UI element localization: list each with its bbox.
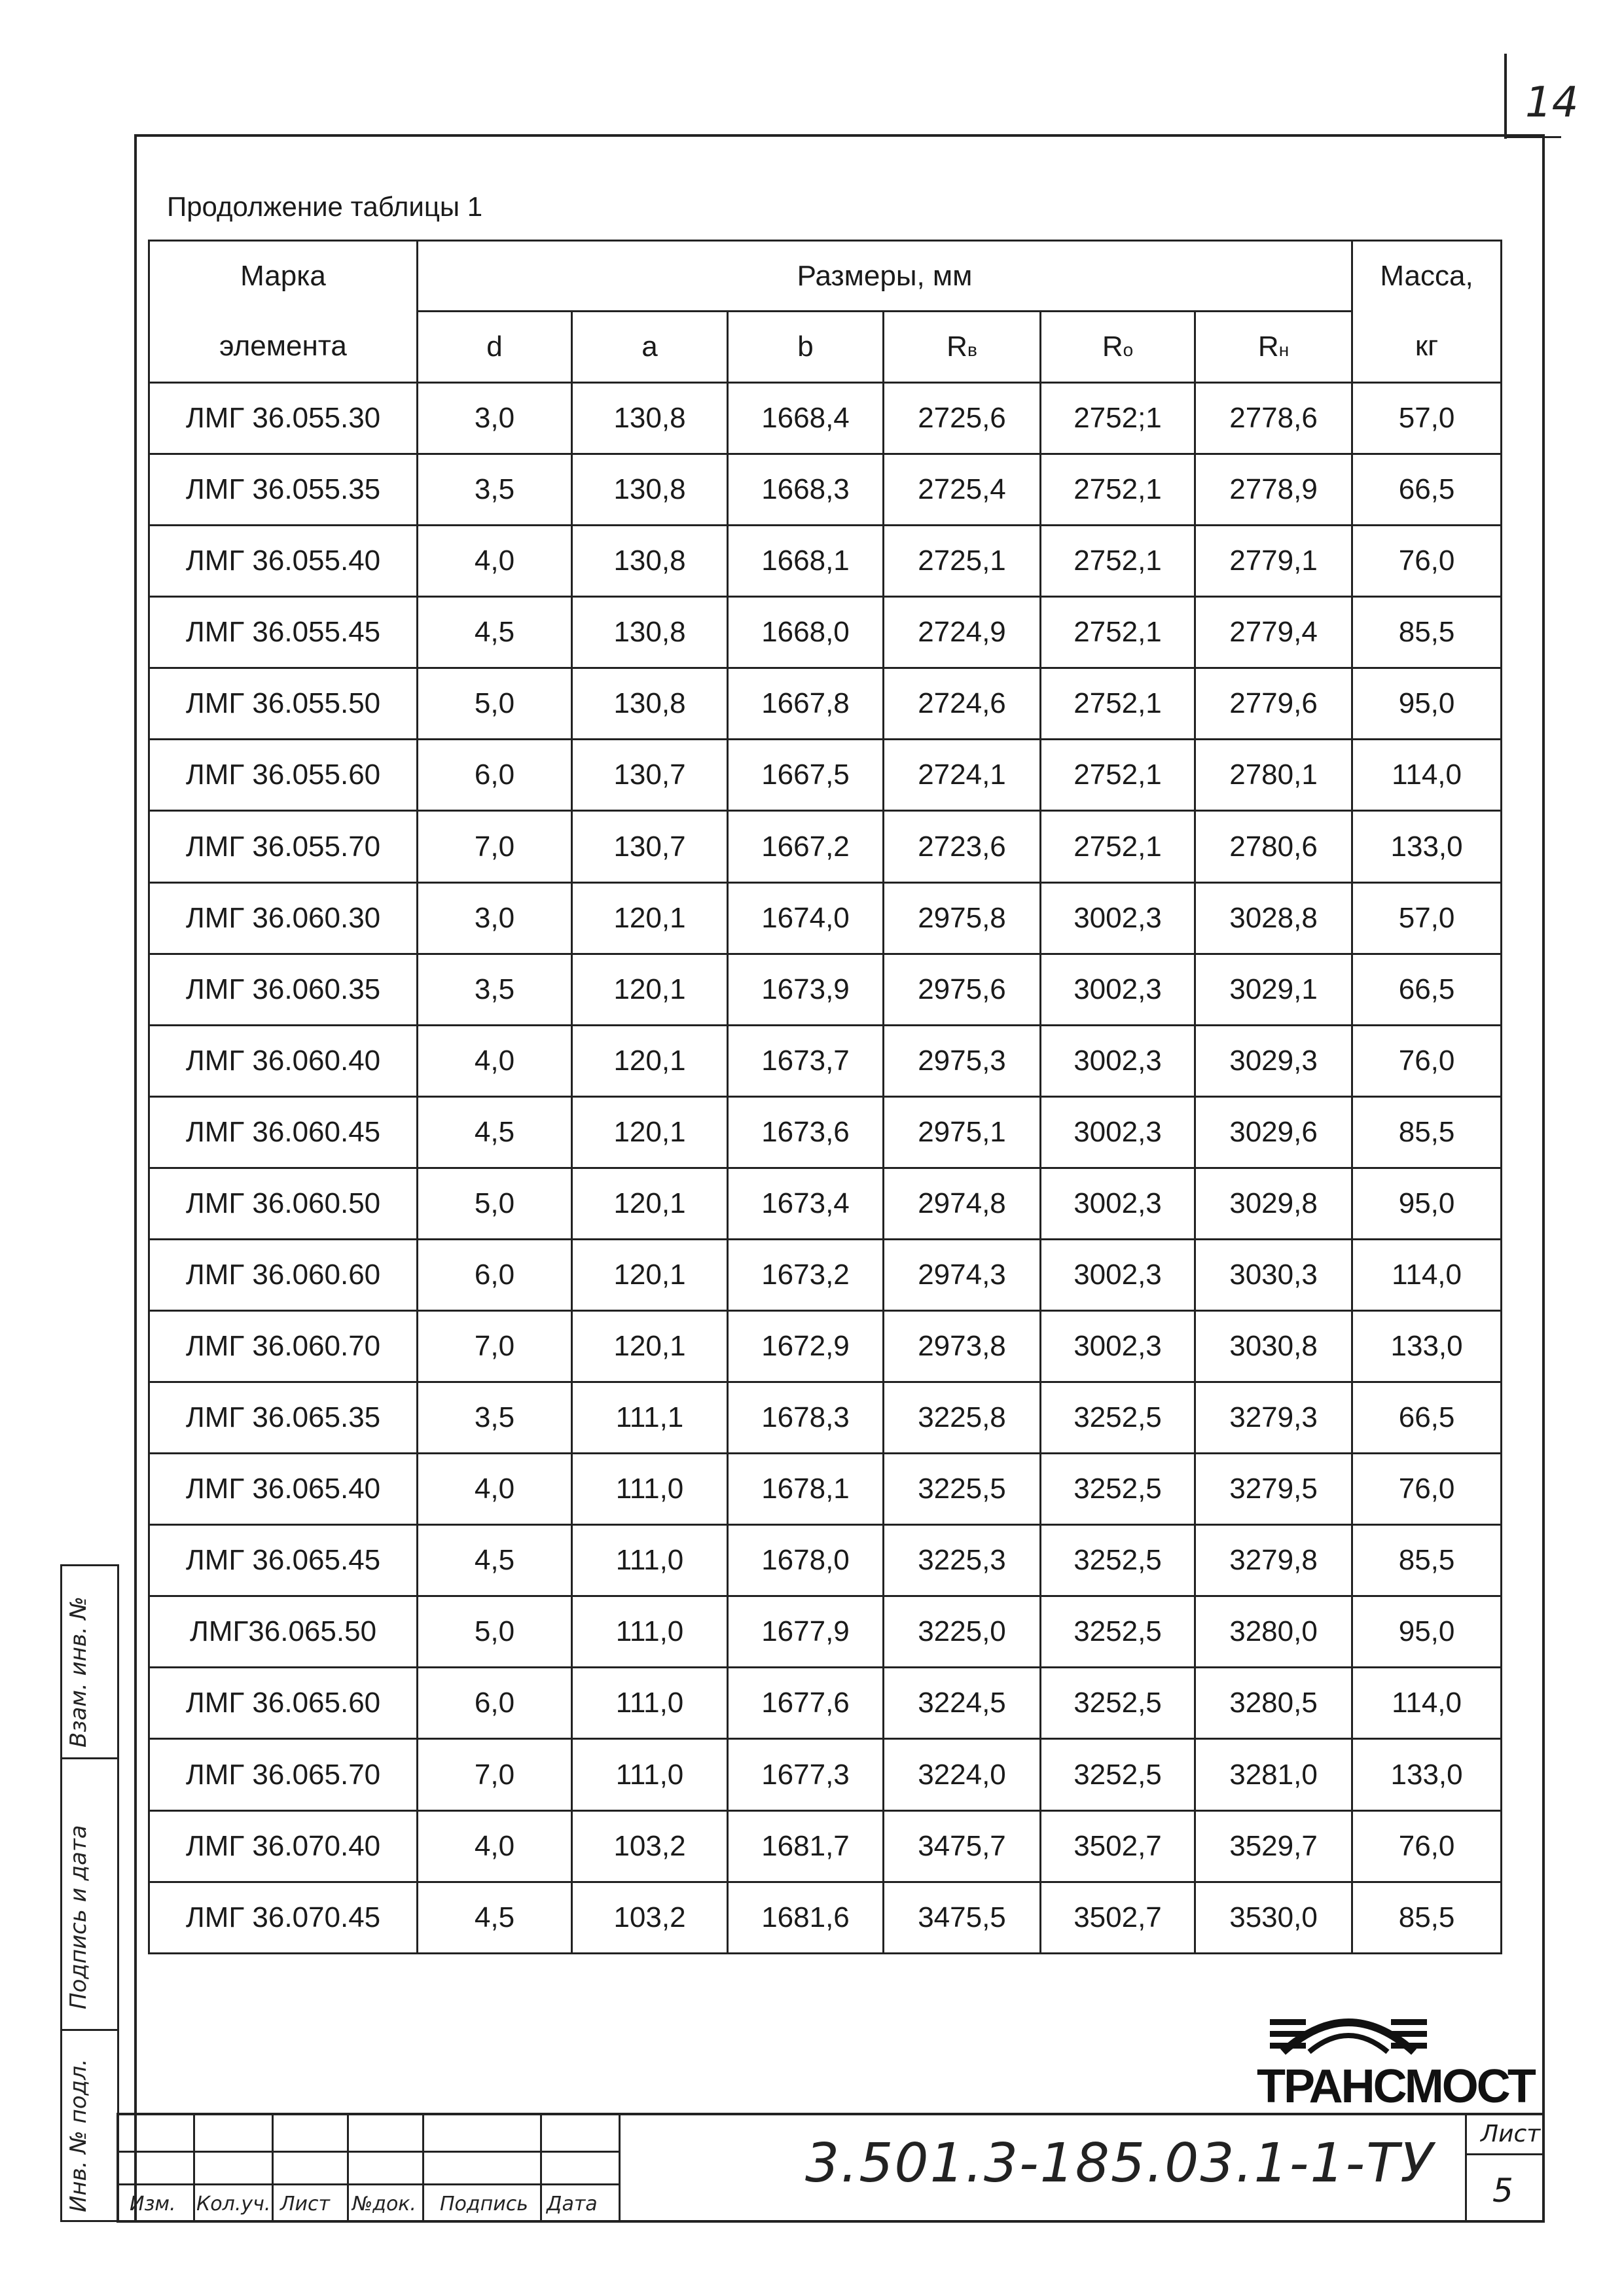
cell-mark: ЛМГ 36.055.45 [149,597,418,668]
cell-ro: 3002,3 [1041,1311,1195,1382]
cell-d: 4,0 [418,1454,572,1525]
cell-mass: 85,5 [1352,1525,1502,1596]
cell-d: 7,0 [418,1311,572,1382]
cell-mass: 95,0 [1352,668,1502,740]
cell-ro: 2752,1 [1041,668,1195,740]
cell-ro: 3502,7 [1041,1882,1195,1953]
header-mark-top: Марка [149,241,418,312]
cell-rv: 3225,0 [884,1596,1041,1668]
cell-ro: 2752,1 [1041,740,1195,811]
cell-b: 1668,0 [728,597,884,668]
cell-mark: ЛМГ 36.060.70 [149,1311,418,1382]
vzam-inv-label: Взам. инв. № [65,1596,92,1748]
table-row [149,1739,1502,1810]
cell-rn: 3281,0 [1195,1739,1352,1810]
table-row [149,1025,1502,1096]
cell-d: 7,0 [418,811,572,882]
table-row [149,1525,1502,1596]
header-rn-letter: R [1257,331,1279,363]
header-rn-sub: н [1278,340,1290,360]
cell-rn: 3030,8 [1195,1311,1352,1382]
cell-b: 1673,9 [728,954,884,1025]
cell-ro: 3252,5 [1041,1668,1195,1739]
cell-b: 1668,3 [728,454,884,526]
cell-rn: 3029,1 [1195,954,1352,1025]
cell-rn: 3029,8 [1195,1168,1352,1239]
cell-mark: ЛМГ 36.065.40 [149,1454,418,1525]
cell-d: 3,5 [418,1382,572,1454]
document-code: 3.501.3-185.03.1-1-ТУ [805,2132,1435,2195]
cell-a: 120,1 [572,1096,728,1168]
cell-mass: 133,0 [1352,811,1502,882]
cell-b: 1681,6 [728,1882,884,1953]
cell-d: 3,0 [418,882,572,954]
cell-rv: 2723,6 [884,811,1041,882]
cell-mark: ЛМГ 36.065.70 [149,1739,418,1810]
table-row [149,811,1502,882]
cell-mark: ЛМГ 36.070.45 [149,1882,418,1953]
sheet-value: 5 [1492,2172,1513,2210]
cell-d: 4,5 [418,1882,572,1953]
cell-mark: ЛМГ 36.060.30 [149,882,418,954]
cell-rv: 3475,5 [884,1882,1041,1953]
cell-rn: 2779,4 [1195,597,1352,668]
cell-mark: ЛМГ 36.065.60 [149,1668,418,1739]
cell-rn: 2780,6 [1195,811,1352,882]
cell-a: 120,1 [572,1311,728,1382]
cell-d: 5,0 [418,668,572,740]
cell-mark: ЛМГ 36.055.60 [149,740,418,811]
cell-mark: ЛМГ 36.065.35 [149,1382,418,1454]
cell-rv: 2974,8 [884,1168,1041,1239]
cell-a: 120,1 [572,1025,728,1096]
cell-rv: 2724,1 [884,740,1041,811]
cell-mass: 85,5 [1352,1096,1502,1168]
list-col-label: Лист [280,2193,331,2215]
cell-a: 130,8 [572,597,728,668]
cell-mass: 95,0 [1352,1596,1502,1668]
table-row [149,1668,1502,1739]
ndok-label: №док. [352,2193,416,2215]
cell-ro: 3002,3 [1041,1096,1195,1168]
header-rv [884,312,1041,383]
cell-mass: 114,0 [1352,740,1502,811]
header-sizes: Размеры, мм [418,241,1352,312]
cell-mark: ЛМГ 36.055.30 [149,383,418,454]
cell-rn: 2779,1 [1195,526,1352,597]
cell-rv: 2975,6 [884,954,1041,1025]
sheet-label: Лист [1481,2121,1541,2147]
cell-a: 103,2 [572,1810,728,1882]
cell-mass: 76,0 [1352,1810,1502,1882]
cell-d: 4,0 [418,1810,572,1882]
cell-d: 5,0 [418,1168,572,1239]
cell-rn: 2779,6 [1195,668,1352,740]
cell-ro: 3252,5 [1041,1454,1195,1525]
cell-rv: 3225,3 [884,1525,1041,1596]
cell-mass: 76,0 [1352,1454,1502,1525]
cell-rv: 2973,8 [884,1311,1041,1382]
cell-ro: 2752,1 [1041,526,1195,597]
cell-ro: 3002,3 [1041,1168,1195,1239]
cell-ro: 2752;1 [1041,383,1195,454]
cell-rv: 3225,8 [884,1382,1041,1454]
cell-mass: 66,5 [1352,954,1502,1025]
cell-b: 1678,3 [728,1382,884,1454]
cell-mass: 76,0 [1352,1025,1502,1096]
cell-mass: 76,0 [1352,526,1502,597]
header-mark-bottom: элемента [149,312,418,383]
cell-ro: 3502,7 [1041,1810,1195,1882]
cell-a: 130,8 [572,526,728,597]
cell-a: 111,0 [572,1596,728,1668]
table-row [149,597,1502,668]
table-row [149,1454,1502,1525]
cell-rv: 2724,6 [884,668,1041,740]
cell-rv: 2725,4 [884,454,1041,526]
header-rv-letter: R [947,331,967,363]
cell-a: 111,0 [572,1454,728,1525]
cell-d: 4,0 [418,1025,572,1096]
cell-ro: 3252,5 [1041,1739,1195,1810]
cell-b: 1681,7 [728,1810,884,1882]
cell-mark: ЛМГ 36.065.45 [149,1525,418,1596]
cell-mass: 66,5 [1352,454,1502,526]
cell-b: 1668,1 [728,526,884,597]
cell-b: 1668,4 [728,383,884,454]
cell-d: 6,0 [418,1668,572,1739]
cell-mass: 133,0 [1352,1311,1502,1382]
cell-rn: 3279,5 [1195,1454,1352,1525]
table-row [149,526,1502,597]
cell-b: 1667,8 [728,668,884,740]
header-mass-top: Масса, [1352,241,1502,312]
cell-rn: 3028,8 [1195,882,1352,954]
table-row [149,454,1502,526]
table-row [149,1382,1502,1454]
cell-ro: 2752,1 [1041,454,1195,526]
table-row [149,1810,1502,1882]
data-label: Дата [547,2193,598,2215]
cell-a: 120,1 [572,1239,728,1310]
cell-mass: 85,5 [1352,597,1502,668]
cell-rv: 3224,0 [884,1739,1041,1810]
cell-mark: ЛМГ 36.055.50 [149,668,418,740]
cell-a: 130,8 [572,383,728,454]
table-row [149,1168,1502,1239]
cell-rv: 2975,8 [884,882,1041,954]
cell-rn: 3029,3 [1195,1025,1352,1096]
cell-a: 120,1 [572,1168,728,1239]
cell-mark: ЛМГ 36.060.50 [149,1168,418,1239]
cell-rn: 3280,0 [1195,1596,1352,1668]
header-mass-bottom: кг [1352,312,1502,383]
cell-a: 111,0 [572,1739,728,1810]
cell-rn: 3279,8 [1195,1525,1352,1596]
table-row [149,668,1502,740]
cell-b: 1677,9 [728,1596,884,1668]
cell-d: 7,0 [418,1739,572,1810]
cell-a: 120,1 [572,882,728,954]
cell-d: 4,5 [418,597,572,668]
table-row [149,383,1502,454]
cell-b: 1673,6 [728,1096,884,1168]
header-ro [1041,312,1195,383]
table-row [149,1311,1502,1382]
cell-a: 130,8 [572,668,728,740]
header-b: b [728,312,884,383]
cell-b: 1678,0 [728,1525,884,1596]
cell-rn: 3030,3 [1195,1239,1352,1310]
cell-mass: 133,0 [1352,1739,1502,1810]
logo-arch-icon [1270,2000,1427,2060]
cell-mass: 114,0 [1352,1668,1502,1739]
podpis-label: Подпись [440,2193,528,2215]
cell-d: 5,0 [418,1596,572,1668]
cell-rv: 3224,5 [884,1668,1041,1739]
header-rv-sub: в [967,340,977,360]
cell-ro: 3002,3 [1041,1239,1195,1310]
cell-d: 3,5 [418,454,572,526]
cell-mark: ЛМГ 36.060.35 [149,954,418,1025]
cell-d: 4,0 [418,526,572,597]
cell-mass: 95,0 [1352,1168,1502,1239]
cell-a: 111,0 [572,1668,728,1739]
header-d: d [418,312,572,383]
cell-a: 120,1 [572,954,728,1025]
cell-d: 6,0 [418,1239,572,1310]
cell-mass: 66,5 [1352,1382,1502,1454]
cell-ro: 3252,5 [1041,1382,1195,1454]
table-row [149,1096,1502,1168]
cell-a: 103,2 [572,1882,728,1953]
cell-rv: 2974,3 [884,1239,1041,1310]
table-row [149,1596,1502,1668]
cell-mark: ЛМГ 36.060.60 [149,1239,418,1310]
cell-rv: 2724,9 [884,597,1041,668]
cell-rn: 2780,1 [1195,740,1352,811]
cell-b: 1678,1 [728,1454,884,1525]
cell-b: 1673,4 [728,1168,884,1239]
izm-label: Изм. [130,2193,176,2215]
cell-d: 4,5 [418,1525,572,1596]
cell-b: 1667,2 [728,811,884,882]
table-row [149,1882,1502,1953]
cell-a: 130,7 [572,811,728,882]
table-row [149,954,1502,1025]
cell-rv: 2725,6 [884,383,1041,454]
cell-mark: ЛМГ 36.060.40 [149,1025,418,1096]
cell-mark: ЛМГ 36.055.35 [149,454,418,526]
cell-d: 6,0 [418,740,572,811]
cell-rn: 3279,3 [1195,1382,1352,1454]
cell-b: 1673,2 [728,1239,884,1310]
cell-ro: 2752,1 [1041,597,1195,668]
table-row [149,1239,1502,1310]
cell-rv: 2725,1 [884,526,1041,597]
cell-b: 1674,0 [728,882,884,954]
cell-rn: 3029,6 [1195,1096,1352,1168]
cell-mark: ЛМГ 36.060.45 [149,1096,418,1168]
inv-podl-label: Инв. № подл. [65,2058,92,2212]
cell-b: 1673,7 [728,1025,884,1096]
table-row [149,740,1502,811]
cell-mark: ЛМГ 36.070.40 [149,1810,418,1882]
cell-mass: 85,5 [1352,1882,1502,1953]
sheet-number-divider [1504,54,1507,139]
transmost-logo [1257,2000,1538,2113]
cell-ro: 2752,1 [1041,811,1195,882]
cell-b: 1667,5 [728,740,884,811]
cell-ro: 3252,5 [1041,1525,1195,1596]
header-rn [1195,312,1352,383]
cell-d: 3,5 [418,954,572,1025]
cell-mark: ЛМГ 36.055.70 [149,811,418,882]
cell-rn: 2778,6 [1195,383,1352,454]
cell-mass: 57,0 [1352,882,1502,954]
cell-rv: 3225,5 [884,1454,1041,1525]
logo-text: ТРАНСМОСТ [1257,2060,1534,2113]
sheet-number: 14 [1525,79,1579,127]
cell-d: 3,0 [418,383,572,454]
cell-rv: 2975,1 [884,1096,1041,1168]
cell-ro: 3252,5 [1041,1596,1195,1668]
cell-mass: 57,0 [1352,383,1502,454]
cell-ro: 3002,3 [1041,1025,1195,1096]
header-ro-sub: о [1123,340,1134,360]
cell-a: 111,0 [572,1525,728,1596]
cell-rn: 2778,9 [1195,454,1352,526]
element-spec-table [148,240,1502,1954]
cell-a: 130,7 [572,740,728,811]
cell-rn: 3529,7 [1195,1810,1352,1882]
cell-rn: 3280,5 [1195,1668,1352,1739]
cell-b: 1677,3 [728,1739,884,1810]
cell-d: 4,5 [418,1096,572,1168]
cell-b: 1677,6 [728,1668,884,1739]
table-row [149,882,1502,954]
cell-rn: 3530,0 [1195,1882,1352,1953]
cell-ro: 3002,3 [1041,954,1195,1025]
header-ro-letter: R [1102,331,1123,363]
table-caption: Продолжение таблицы 1 [167,191,483,222]
kol-uch-label: Кол.уч. [196,2193,271,2215]
cell-rv: 3475,7 [884,1810,1041,1882]
cell-mark: ЛМГ36.065.50 [149,1596,418,1668]
podpis-data-label: Подпись и дата [65,1825,92,2009]
cell-a: 111,1 [572,1382,728,1454]
cell-a: 130,8 [572,454,728,526]
cell-mass: 114,0 [1352,1239,1502,1310]
cell-b: 1672,9 [728,1311,884,1382]
cell-ro: 3002,3 [1041,882,1195,954]
cell-mark: ЛМГ 36.055.40 [149,526,418,597]
table-body [149,383,1502,1954]
header-a: a [572,312,728,383]
cell-rv: 2975,3 [884,1025,1041,1096]
side-stamp [60,1564,119,2222]
